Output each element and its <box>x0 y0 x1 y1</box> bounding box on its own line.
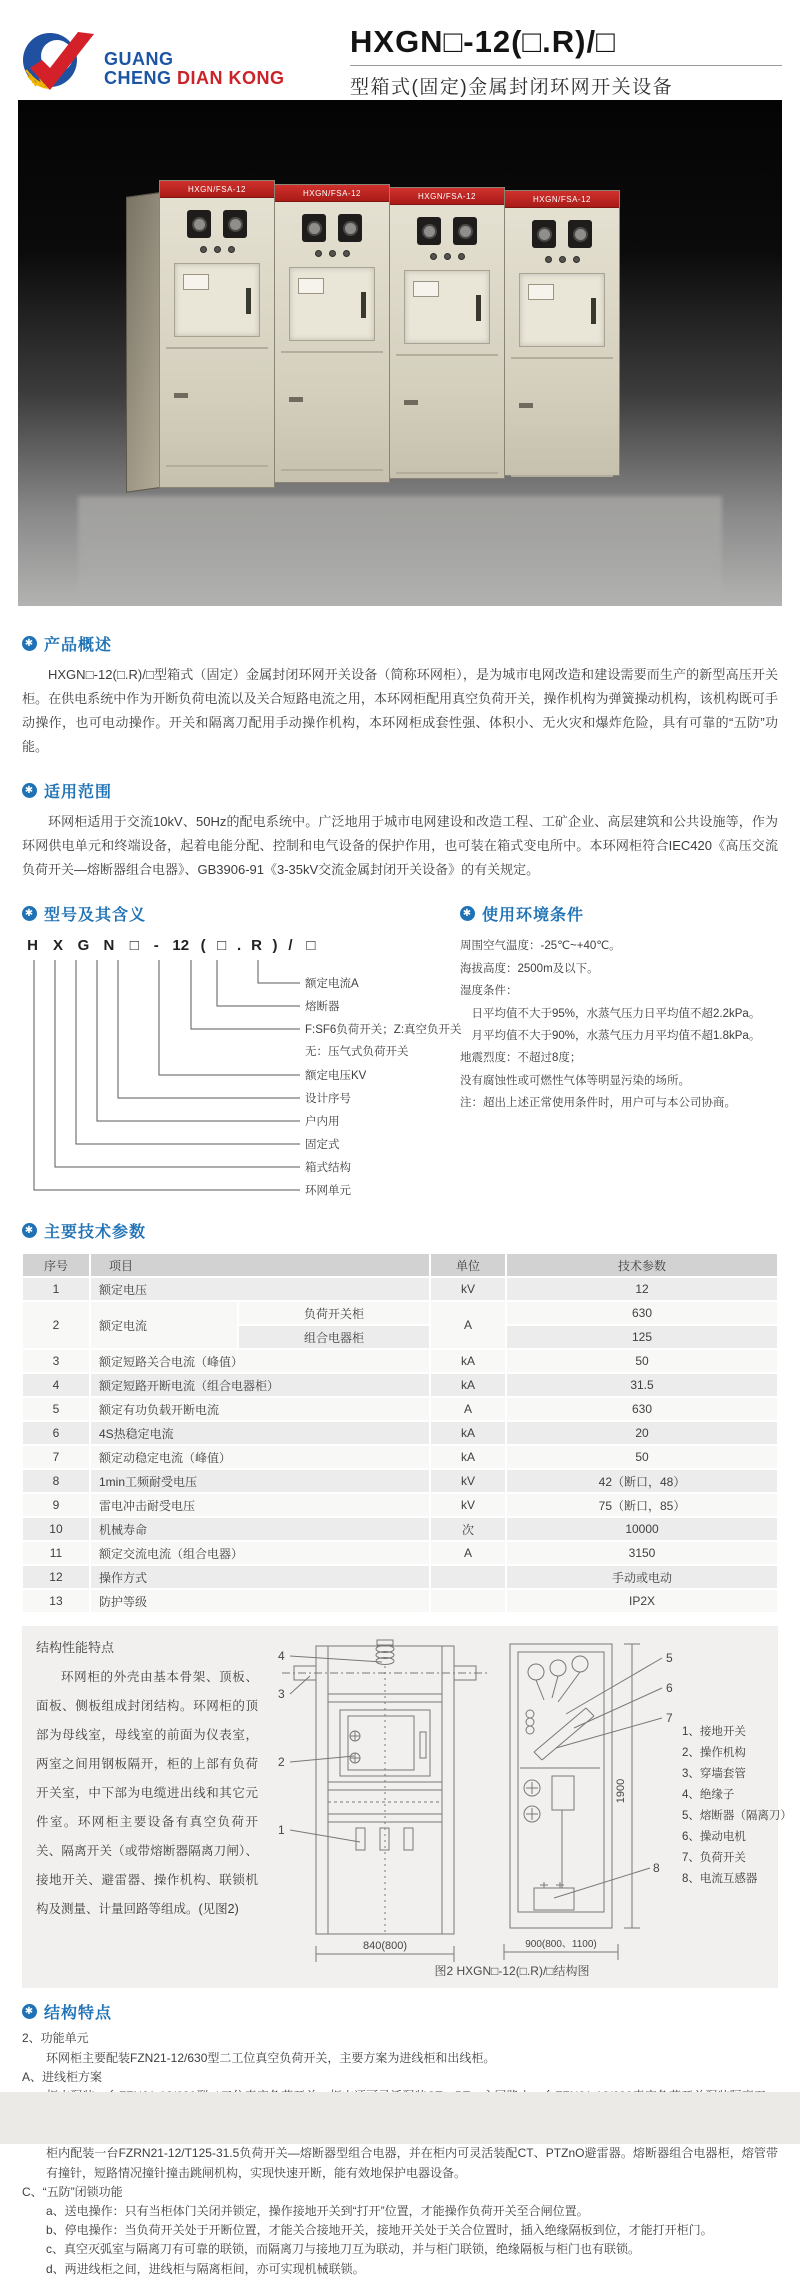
section-title: 结构特点 <box>44 2005 113 2023</box>
cabinet-3 <box>389 187 505 479</box>
cabinet-nameplate <box>390 188 504 205</box>
overview-body: HXGN□-12(□.R)/□型箱式（固定）金属封闭环网开关设备（简称环网柜），是为城市电网改造和建设需要而生产的新型高压开关柜。在供电系统中作为开断负荷电流以及关合短路电流之用，本环网柜配用真空负荷开关，操作机构为弹簧操动机构，该机构既可手动操作，也可电动操作。开关和隔离刀配用手动操作机构，本环网柜成套性强、体积小、无火灾和爆炸危险，具有可靠的“五防”功能。 <box>22 667 778 755</box>
features-line: d、两进线柜之间，进线柜与隔离柜间，亦可实现机械联锁。 <box>46 2261 365 2276</box>
front-callout: 4 <box>278 1649 285 1664</box>
cabinet-label: HXGN/FSA-12 <box>188 184 246 194</box>
model-label: 环网单元 <box>305 1185 351 1198</box>
section-title: 产品概述 <box>44 637 113 654</box>
front-dimension: 840(800) <box>362 1940 408 1953</box>
section-title: 型号及其含义 <box>44 907 147 925</box>
side-callout: 7 <box>666 1711 673 1726</box>
model-char: □ <box>217 937 227 955</box>
logo-text <box>104 50 285 89</box>
floor-reflection <box>78 496 722 606</box>
cabinet-label: HXGN/FSA-12 <box>533 194 591 204</box>
section-environment <box>446 902 778 1205</box>
table-row: 12 操作方式 手动或电动 <box>22 1565 778 1589</box>
front-callout: 2 <box>278 1755 285 1770</box>
table-row: 8 1min工频耐受电压 kV 42（断口，48） <box>22 1469 778 1493</box>
section-model <box>22 902 462 1205</box>
section-title: 适用范围 <box>44 784 113 802</box>
cabinet-nameplate <box>505 191 619 208</box>
section-heading <box>22 2000 778 2023</box>
scope-body: 环网柜适用于交流10kV、50Hz的配电系统中。广泛地用于城市电网建设和改造工程、工矿企业、高层建筑和公共设施等，作为环网供电单元和终端设备，起着电能分配、控制和电气设备的保护作用，也可装在箱式变电所中。本环网柜符合IEC420《高压交流负荷开关—熔断器组合电器》、GB3906-91《3-35kV交流金属封闭开关设备》的有关规定。 <box>22 814 778 878</box>
model-label: F:SF6负荷开关；Z:真空负开关 <box>305 1024 462 1037</box>
table-row: 10 机械寿命 次 10000 <box>22 1517 778 1541</box>
model-code <box>22 937 446 955</box>
meter-panel <box>505 220 619 248</box>
env-line: 月平均值不大于90%，水蒸气压力月平均值不超1.8kPa。 <box>471 1030 761 1043</box>
page-subtitle: 型箱式(固定)金属封闭环网开关设备 <box>350 65 782 99</box>
figure-intro-title: 结构性能特点 <box>36 1640 115 1656</box>
table-row: 9 雷电冲击耐受电压 kV 75（断口，85） <box>22 1493 778 1517</box>
model-ladder-lines <box>22 960 302 1202</box>
side-height-dimension: 1900 <box>615 1779 627 1804</box>
logo-line2 <box>104 69 285 88</box>
side-callout: 6 <box>666 1681 673 1696</box>
logo-line2b: DIAN KONG <box>177 68 285 89</box>
section-title: 主要技术参数 <box>44 1224 147 1242</box>
cabinet-nameplate <box>160 181 274 198</box>
control-panel <box>174 263 260 337</box>
figure-legend <box>682 1722 800 1889</box>
environment-conditions <box>460 935 778 1114</box>
cabinet-label: HXGN/FSA-12 <box>418 191 476 201</box>
legend-item: 3、穿墙套管 <box>682 1768 746 1781</box>
legend-item: 6、操动电机 <box>682 1830 746 1843</box>
cabinet-door <box>166 347 268 467</box>
model-label: 固定式 <box>305 1139 340 1152</box>
model-label: 设计序号 <box>305 1093 351 1106</box>
company-logo <box>16 24 285 98</box>
control-panel <box>404 270 490 344</box>
env-line: 湿度条件： <box>460 985 518 998</box>
section-heading <box>22 632 778 655</box>
cabinet-2 <box>274 184 390 483</box>
col-header-value: 技术参数 <box>506 1253 778 1277</box>
cabinet-door <box>511 357 613 477</box>
features-line: c、真空灭弧室与隔离刀有可靠的联锁，而隔离刀与接地刀互为联动，并与柜门联锁，绝缘隔板与柜门也有联锁。 <box>46 2242 641 2257</box>
env-line: 海拔高度：2500m及以下。 <box>460 962 599 975</box>
model-char: H <box>27 937 38 955</box>
control-panel <box>519 273 605 347</box>
front-callout: 1 <box>278 1823 285 1838</box>
side-callout: 5 <box>666 1651 673 1666</box>
section-bullet-icon: ✱ <box>22 783 37 798</box>
legend-item: 1、接地开关 <box>682 1726 746 1739</box>
legend-item: 4、绝缘子 <box>682 1789 735 1802</box>
section-bullet-icon: ✱ <box>22 906 37 921</box>
col-header-item: 项目 <box>90 1253 430 1277</box>
cabinet-label: HXGN/FSA-12 <box>303 188 361 198</box>
cabinet-1 <box>159 180 275 488</box>
parameters-table <box>21 1252 779 1614</box>
model-label: 熔断器 <box>305 1001 340 1014</box>
model-char: N <box>103 937 115 955</box>
indicator-row <box>275 250 389 257</box>
table-row: 13 防护等级 IP2X <box>22 1589 778 1613</box>
features-line: b、停电操作：当负荷开关处于开断位置，才能关合接地开关，接地开关处于关合位置时，插入绝缘隔板到位，才能打开柜门。 <box>46 2223 713 2238</box>
model-char: ) <box>272 937 278 955</box>
model-code-diagram <box>22 937 462 1205</box>
section-scope <box>0 779 800 882</box>
section-bullet-icon: ✱ <box>22 2004 37 2019</box>
meter-panel <box>275 214 389 242</box>
page-header <box>0 0 800 96</box>
structure-figure-box <box>22 1626 792 1988</box>
env-line: 周围空气温度：-25℃~+40℃。 <box>460 940 621 953</box>
side-callout: 8 <box>653 1861 660 1876</box>
model-env-columns <box>0 902 800 1205</box>
model-char: □ <box>129 937 139 955</box>
section-heading <box>460 902 778 925</box>
table-row: 6 4S热稳定电流 kA 20 <box>22 1421 778 1445</box>
features-line: 柜内配装一台FZRN21-12/T125-31.5负荷开关—熔断器型组合电器，并在柜内可灵活装配CT、PTZnO避雷器。熔断器组合电器柜，熔管带有撞针，短路情况撞针撞击跳闸机构，实现快速开断，能有效地保护电器设备。 <box>46 2146 778 2180</box>
table-row: 1 额定电压 kV 12 <box>22 1277 778 1301</box>
figure-caption: 图2 HXGN□-12(□.R)/□结构图 <box>434 1964 590 1979</box>
table-header-row <box>22 1253 778 1277</box>
cabinet-row <box>126 180 619 488</box>
legend-item: 7、负荷开关 <box>682 1851 746 1864</box>
section-overview <box>0 632 800 759</box>
product-photo <box>18 100 782 606</box>
cabinet-nameplate <box>275 185 389 202</box>
features-line: A、进线柜方案 <box>22 2069 103 2084</box>
model-char: ( <box>200 937 206 955</box>
model-char: - <box>153 937 159 955</box>
features-line: a、送电操作：只有当柜体门关闭并锁定，操作接地开关到“打开”位置，才能操作负荷开关至合闸位置。 <box>46 2204 589 2219</box>
logo-line2a: CHENG <box>104 68 172 89</box>
table-row: 2 额定电流 负荷开关柜 A 630 <box>22 1301 778 1325</box>
section-bullet-icon: ✱ <box>22 1223 37 1238</box>
section-bullet-icon: ✱ <box>22 636 37 651</box>
side-width-dimension: 900(800、1100) <box>525 1939 597 1951</box>
model-label: 箱式结构 <box>305 1162 351 1175</box>
section-bullet-icon: ✱ <box>460 906 475 921</box>
section-parameters <box>0 1219 800 1242</box>
control-panel <box>289 267 375 341</box>
cabinet-door <box>281 351 383 471</box>
cabinet-side-panel <box>126 192 160 493</box>
section-heading <box>22 902 446 925</box>
title-block <box>350 24 786 99</box>
section-title: 使用环境条件 <box>482 907 585 925</box>
env-line: 没有腐蚀性或可燃性气体等明显污染的场所。 <box>460 1074 690 1087</box>
table-row: 4 额定短路开断电流（组合电器柜） kA 31.5 <box>22 1373 778 1397</box>
indicator-row <box>390 253 504 260</box>
env-line: 注：超出上述正常使用条件时，用户可与本公司协商。 <box>460 1097 736 1110</box>
indicator-row <box>160 246 274 253</box>
model-label: 额定电流A <box>305 978 359 991</box>
front-callout: 3 <box>278 1687 285 1702</box>
env-line: 日平均值不大于95%，水蒸气压力日平均值不超2.2kPa。 <box>471 1007 761 1020</box>
model-char: . <box>236 937 242 955</box>
table-row: 3 额定短路关合电流（峰值） kA 50 <box>22 1349 778 1373</box>
model-char: G <box>77 937 90 955</box>
model-char: X <box>52 937 63 955</box>
section-heading <box>22 779 778 802</box>
model-char: / <box>288 937 293 955</box>
meter-panel <box>160 210 274 238</box>
model-label: 额定电压KV <box>305 1070 367 1083</box>
legend-item: 8、电流互感器 <box>682 1872 758 1885</box>
figure-intro <box>36 1638 258 1924</box>
model-char: □ <box>306 937 316 955</box>
table-row: 5 额定有功负载开断电流 A 630 <box>22 1397 778 1421</box>
meter-panel <box>390 217 504 245</box>
features-line: 2、功能单元 <box>22 2031 89 2046</box>
model-label: 户内用 <box>305 1116 340 1129</box>
model-label: 无：压气式负荷开关 <box>305 1046 409 1059</box>
side-view-diagram <box>500 1636 700 1968</box>
col-header-no: 序号 <box>22 1253 90 1277</box>
table-row: 11 额定交流电流（组合电器） A 3150 <box>22 1541 778 1565</box>
logo-line1: GUANG <box>104 49 174 69</box>
section-heading <box>22 1219 778 1242</box>
model-char: R <box>251 937 262 955</box>
logo-mark-icon <box>16 24 100 98</box>
indicator-row <box>505 256 619 263</box>
front-view-diagram <box>270 1636 500 1968</box>
col-header-unit: 单位 <box>430 1253 506 1277</box>
table-row: 7 额定动稳定电流（峰值） kA 50 <box>22 1445 778 1469</box>
footer-band <box>0 2092 800 2144</box>
figure-intro-body: 环网柜的外壳由基本骨架、顶板、面板、侧板组成封闭结构。环网柜的顶部为母线室，母线室的前面为仪表室，两室之间用钢板隔开，柜的上部有负荷开关室，中下部为电缆进出线和其它元件室。环网柜主要设备有真空负荷开关、隔离开关（或带熔断器隔离刀闸）、接地开关、避雷器、操作机构、联锁机构及测量、计量回路等组成。(见图2) <box>36 1670 258 1917</box>
features-line: 环网柜主要配装FZN21-12/630型二工位真空负荷开关，主要方案为进线柜和出线柜。 <box>46 2050 496 2065</box>
cabinet-door <box>396 354 498 474</box>
model-char: 12 <box>172 937 190 955</box>
legend-item: 5、熔断器（隔离刀） <box>682 1810 792 1823</box>
features-line: C、“五防”闭锁功能 <box>22 2184 123 2199</box>
page-title: HXGN□-12(□.R)/□ <box>350 24 616 59</box>
table-row: 组合电器柜 125 <box>22 1325 778 1349</box>
cabinet-4 <box>504 190 620 476</box>
legend-item: 2、操作机构 <box>682 1747 746 1760</box>
env-line: 地震烈度：不超过8度； <box>460 1052 582 1065</box>
